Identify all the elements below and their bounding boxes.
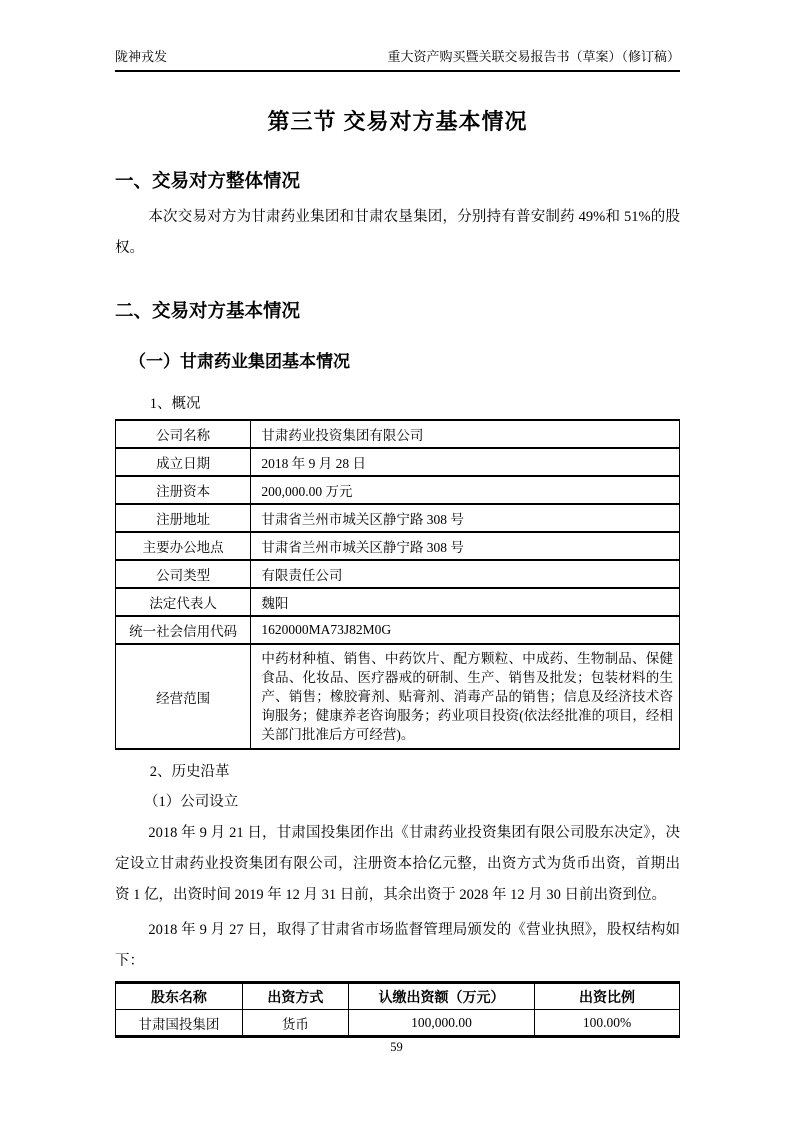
section-1-paragraph: 本次交易对方为甘肃药业集团和甘肃农垦集团，分别持有普安制药 49%和 51%的股权。 <box>115 209 680 256</box>
overview-label: 公司名称 <box>116 420 251 448</box>
overview-label: 统一社会信用代码 <box>116 616 251 644</box>
cell-subscribed-amount: 100,000.00 <box>348 1010 534 1037</box>
cell-contribution-ratio: 100.00% <box>535 1010 680 1037</box>
overview-label: 注册地址 <box>116 504 251 532</box>
overview-value: 有限责任公司 <box>251 560 680 588</box>
item-1-heading: 1、概况 <box>149 396 201 412</box>
overview-value: 甘肃省兰州市城关区静宁路 308 号 <box>251 532 680 560</box>
table-row <box>116 560 680 588</box>
table-row <box>116 504 680 532</box>
license-paragraph: 2018 年 9 月 27 日，取得了甘肃省市场监督管理局颁发的《营业执照》，股权结构如下： <box>115 922 680 969</box>
overview-value: 魏阳 <box>251 588 680 616</box>
header-report-title: 重大资产购买暨关联交易报告书（草案）（修订稿） <box>387 49 680 64</box>
overview-label: 公司类型 <box>116 560 251 588</box>
table-row <box>116 448 680 476</box>
column-header-shareholder: 股东名称 <box>116 983 243 1010</box>
running-header <box>115 48 680 72</box>
company-overview-table <box>115 419 680 750</box>
table-row <box>116 1010 680 1037</box>
overview-label: 主要办公地点 <box>116 532 251 560</box>
overview-label: 成立日期 <box>116 448 251 476</box>
column-header-amount: 认缴出资额（万元） <box>348 983 534 1010</box>
page-number: 59 <box>390 1040 403 1054</box>
overview-value: 200,000.00 万元 <box>251 476 680 504</box>
section-2-heading: 二、交易对方基本情况 <box>115 300 301 321</box>
column-header-method: 出资方式 <box>242 983 348 1010</box>
overview-value: 2018 年 9 月 28 日 <box>251 448 680 476</box>
table-row <box>116 420 680 448</box>
overview-value: 中药材种植、销售、中药饮片、配方颗粒、中成药、生物制品、保健食品、化妆品、医疗器戒的研制、生产、销售及批发；包装材料的生产、销售；橡胶膏剂、贴膏剂、消毒产品的销售；信息及经济技术咨询服务；健康养老咨询服务；药业项目投资(依法经批准的项目，经相关部门批准后方可经营)。 <box>251 644 680 749</box>
table-row <box>116 532 680 560</box>
section-1-heading: 一、交易对方整体情况 <box>115 170 301 191</box>
sub-item-1-heading: （1）公司设立 <box>144 794 239 810</box>
subsection-1-heading: （一）甘肃药业集团基本情况 <box>129 352 350 371</box>
overview-label: 经营范围 <box>116 644 251 749</box>
table-row <box>116 644 680 749</box>
establishment-paragraph: 2018 年 9 月 21 日，甘肃国投集团作出《甘肃药业投资集团有限公司股东决定》，决定设立甘肃药业投资集团有限公司，注册资本拾亿元整，出资方式为货币出资，首期出资 1 亿，出资时间 2019 年 12 月 31 日前，其余出资于 2028 年 12 月 30 日前出资到位。 <box>115 825 680 903</box>
shareholder-structure-table <box>115 981 680 1038</box>
overview-label: 注册资本 <box>116 476 251 504</box>
overview-value: 1620000MA73J82M0G <box>251 616 680 644</box>
overview-label: 法定代表人 <box>116 588 251 616</box>
table-row <box>116 616 680 644</box>
column-header-ratio: 出资比例 <box>535 983 680 1010</box>
table-header-row <box>116 983 680 1010</box>
table-row <box>116 476 680 504</box>
chapter-title: 第三节 交易对方基本情况 <box>267 109 528 134</box>
table-row <box>116 588 680 616</box>
overview-value: 甘肃药业投资集团有限公司 <box>251 420 680 448</box>
item-2-heading: 2、历史沿革 <box>149 764 230 780</box>
overview-value: 甘肃省兰州市城关区静宁路 308 号 <box>251 504 680 532</box>
header-company-name: 陇神戎发 <box>115 49 168 64</box>
cell-shareholder-name: 甘肃国投集团 <box>116 1010 243 1037</box>
cell-contribution-method: 货币 <box>242 1010 348 1037</box>
